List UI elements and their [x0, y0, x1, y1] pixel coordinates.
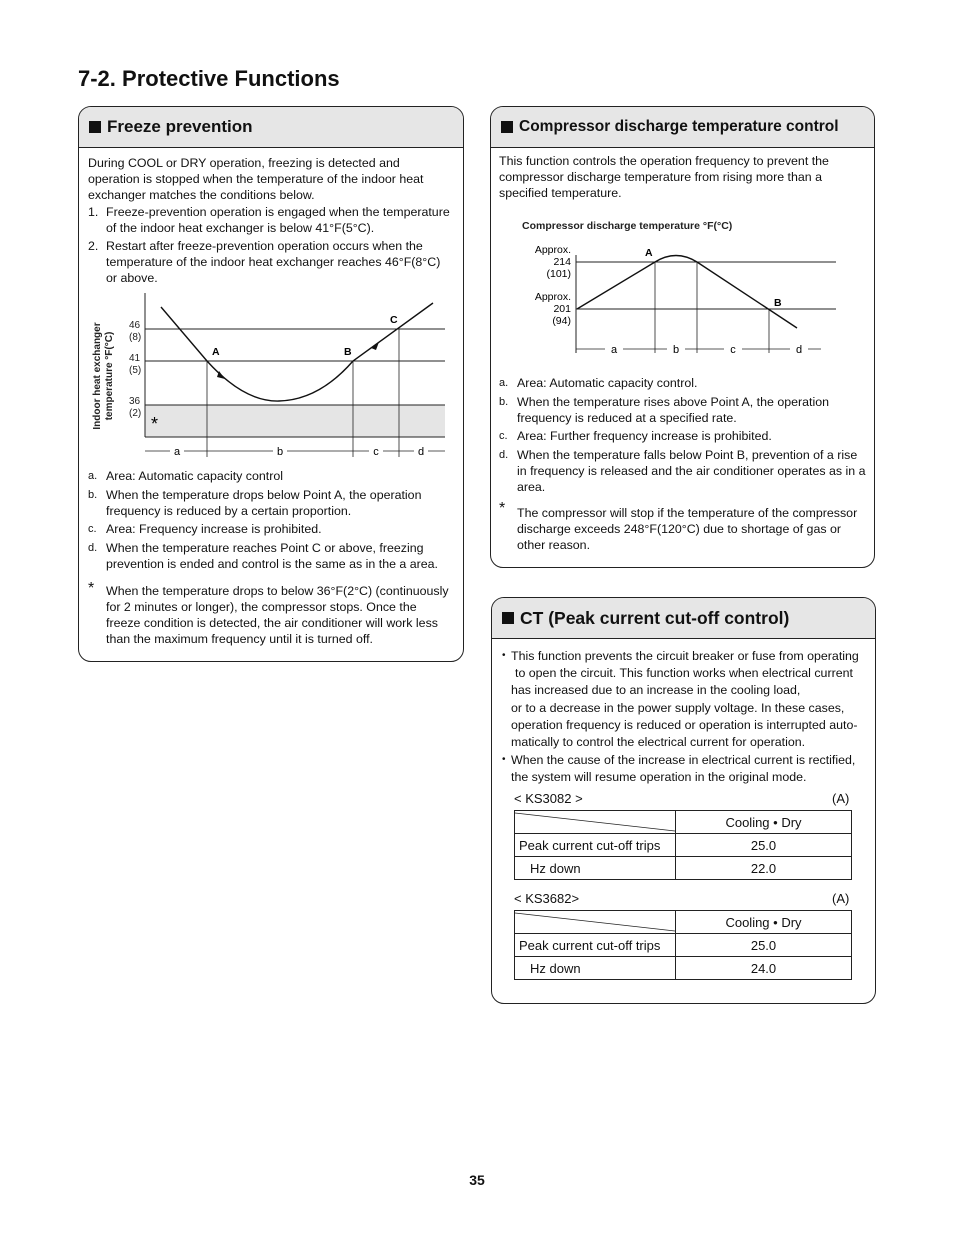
y-axis-label-2: temperature °F(°C) [104, 331, 115, 421]
note-text: Area: Further frequency increase is prohibited. [517, 429, 772, 443]
ct-bullet-1-line-1: This function prevents the circuit breaker or fuse from operating [511, 649, 859, 663]
row-label: Hz down [515, 857, 676, 880]
ct-control-header [492, 598, 875, 639]
area-label-d: d [417, 446, 425, 458]
diagonal-line [515, 811, 675, 833]
tick-46: 46 [129, 320, 141, 331]
area-label-a: a [610, 344, 618, 356]
square-bullet-icon [89, 121, 101, 133]
row-value: 24.0 [676, 957, 852, 980]
freeze-note-d [88, 540, 454, 572]
table-row [515, 857, 852, 880]
discharge-control-box [490, 106, 875, 568]
tick-46-c: (8) [129, 332, 142, 343]
item-number: 2. [88, 239, 99, 253]
discharge-note-d [499, 447, 867, 495]
bullet-icon: • [502, 754, 506, 765]
diagonal-corner-cell [515, 811, 676, 834]
lower-approx: Approx. [534, 291, 571, 303]
area-label-b: b [672, 344, 680, 356]
table-header-row [515, 811, 852, 834]
ct-bullet-1-line-2: to open the circuit. This function works when electrical current [515, 666, 853, 681]
discharge-intro: This function controls the operation frequency to prevent the compressor discharge temperature from rising more than a specified temperature. [499, 154, 829, 200]
note-letter: c. [499, 430, 508, 442]
bullet-icon: • [502, 650, 506, 661]
note-text: Area: Automatic capacity control. [517, 376, 698, 390]
point-b-label: B [774, 297, 782, 309]
lower-c: (94) [552, 315, 571, 327]
row-value: 25.0 [676, 934, 852, 957]
table-row [515, 957, 852, 980]
point-c-label: C [390, 314, 398, 326]
row-label: Peak current cut-off trips [515, 834, 676, 857]
page-number: 35 [469, 1172, 485, 1188]
area-label-a: a [173, 446, 181, 458]
table-row [515, 834, 852, 857]
ks3082-model-label: < KS3082 > [514, 791, 583, 806]
item-text: Freeze-prevention operation is engaged when the temperature of the indoor heat exchanger is below 41°F(5°C). [106, 205, 450, 235]
row-value: 22.0 [676, 857, 852, 880]
ct-bullet-1-line-5: operation frequency is reduced or operation is interrupted auto- [511, 717, 858, 732]
note-letter: b. [88, 489, 98, 501]
discharge-note-b [499, 394, 867, 426]
ct-bullet-1-line-4: or to a decrease in the power supply voltage. In these cases, [511, 700, 845, 715]
tick-41-c: (5) [129, 365, 142, 376]
point-b-label: B [344, 346, 352, 358]
ct-bullet-1 [500, 648, 870, 751]
area-label-b: b [276, 446, 284, 458]
point-a-label: A [212, 346, 220, 358]
discharge-note-c [499, 428, 867, 444]
square-bullet-icon [502, 612, 514, 624]
asterisk-mark: * [151, 414, 159, 434]
ct-bullet-1-line-6: matically to control the electrical current for operation. [511, 735, 806, 750]
diagonal-line [515, 911, 675, 933]
ct-control-box [491, 597, 876, 1004]
note-letter: a. [499, 377, 509, 389]
ct-bullet-1-line-3: has increased due to an increase in the cooling load, [511, 683, 801, 698]
discharge-star-note [499, 500, 867, 553]
ct-control-heading: CT (Peak current cut-off control) [520, 607, 790, 628]
note-letter: b. [499, 396, 509, 408]
freeze-item-2 [88, 238, 454, 286]
freeze-prevention-heading: Freeze prevention [107, 117, 253, 136]
ct-bullet-2-line-1: When the cause of the increase in electrical current is rectified, [511, 753, 856, 767]
row-label: Peak current cut-off trips [515, 934, 676, 957]
item-number: 1. [88, 205, 99, 219]
tick-41: 41 [129, 353, 141, 364]
star-note-text: When the temperature drops to below 36°F(2°C) (continuously for 2 minutes or longer), the compressor stops. Once the freeze condition is detected, the air conditioner will work less than the maximum frequency until it is turned off. [106, 584, 449, 646]
area-label-c: c [730, 344, 736, 356]
diagonal-corner-cell [515, 911, 676, 934]
stop-zone [145, 405, 445, 437]
note-letter: a. [88, 470, 98, 482]
upper-approx: Approx. [534, 244, 571, 256]
note-letter: d. [499, 449, 509, 461]
ks3082-table [514, 810, 852, 880]
ct-bullet-2-line-2: the system will resume operation in the original mode. [511, 770, 807, 785]
note-text: When the temperature drops below Point A, the operation frequency is reduced by a certain proportion. [106, 488, 422, 518]
asterisk-icon: * [499, 500, 506, 517]
upper-f: 214 [553, 256, 571, 268]
note-text: Area: Frequency increase is prohibited. [106, 522, 322, 536]
column-header: Cooling • Dry [676, 811, 852, 834]
table-row [515, 934, 852, 957]
note-text: When the temperature rises above Point A, the operation frequency is reduced at a specified rate. [517, 395, 830, 425]
freeze-chart [79, 287, 463, 467]
ks3682-model-label: < KS3682> [514, 891, 580, 906]
asterisk-icon: * [88, 580, 95, 597]
lower-f: 201 [553, 303, 571, 315]
temperature-curve [577, 256, 797, 329]
tick-36: 36 [129, 396, 141, 407]
note-text: When the temperature reaches Point C or above, freezing prevention is ended and control is the same as in the a area. [106, 541, 439, 571]
freeze-note-a [88, 468, 454, 484]
discharge-control-heading: Compressor discharge temperature control [519, 118, 839, 135]
discharge-control-header [491, 107, 874, 148]
ks3682-unit-label: (A) [832, 891, 850, 906]
freeze-note-c [88, 521, 454, 537]
area-label-d: d [795, 344, 803, 356]
area-label-c: c [373, 446, 379, 458]
discharge-chart [491, 211, 874, 371]
column-header: Cooling • Dry [676, 911, 852, 934]
star-note-text: The compressor will stop if the temperature of the compressor discharge exceeds 248°F(120°C) due to shortage of gas or other reason. [517, 506, 858, 552]
freeze-item-1 [88, 204, 454, 236]
arrow-up-icon [371, 342, 379, 350]
row-label: Hz down [515, 957, 676, 980]
upper-c: (101) [546, 268, 571, 280]
point-a-label: A [645, 247, 653, 259]
square-bullet-icon [501, 121, 513, 133]
ks3082-unit-label: (A) [832, 791, 850, 806]
note-text: Area: Automatic capacity control [106, 469, 283, 483]
note-letter: c. [88, 523, 97, 535]
ct-bullet-2 [500, 752, 870, 786]
tick-36-c: (2) [129, 408, 142, 419]
table-header-row [515, 911, 852, 934]
freeze-star-note [88, 580, 454, 647]
y-axis-label-1: Indoor heat exchanger [92, 322, 103, 430]
ks3682-table [514, 910, 852, 980]
row-value: 25.0 [676, 834, 852, 857]
item-text: Restart after freeze-prevention operation occurs when the temperature of the indoor heat exchanger reaches 46°F(8°C) or above. [106, 239, 441, 285]
note-letter: d. [88, 542, 98, 554]
freeze-prevention-header [79, 107, 463, 148]
discharge-note-a [499, 375, 867, 391]
freeze-note-b [88, 487, 454, 519]
chart-title: Compressor discharge temperature °F(°C) [522, 220, 733, 232]
page-title: 7-2. Protective Functions [78, 66, 340, 91]
note-text: When the temperature falls below Point B, prevention of a rise in frequency is released and the air conditioner operates as in a area. [517, 448, 866, 494]
freeze-prevention-box [78, 106, 464, 662]
freeze-intro: During COOL or DRY operation, freezing is detected and operation is stopped when the temperature of the indoor heat exchanger matches the conditions below. [88, 156, 424, 202]
